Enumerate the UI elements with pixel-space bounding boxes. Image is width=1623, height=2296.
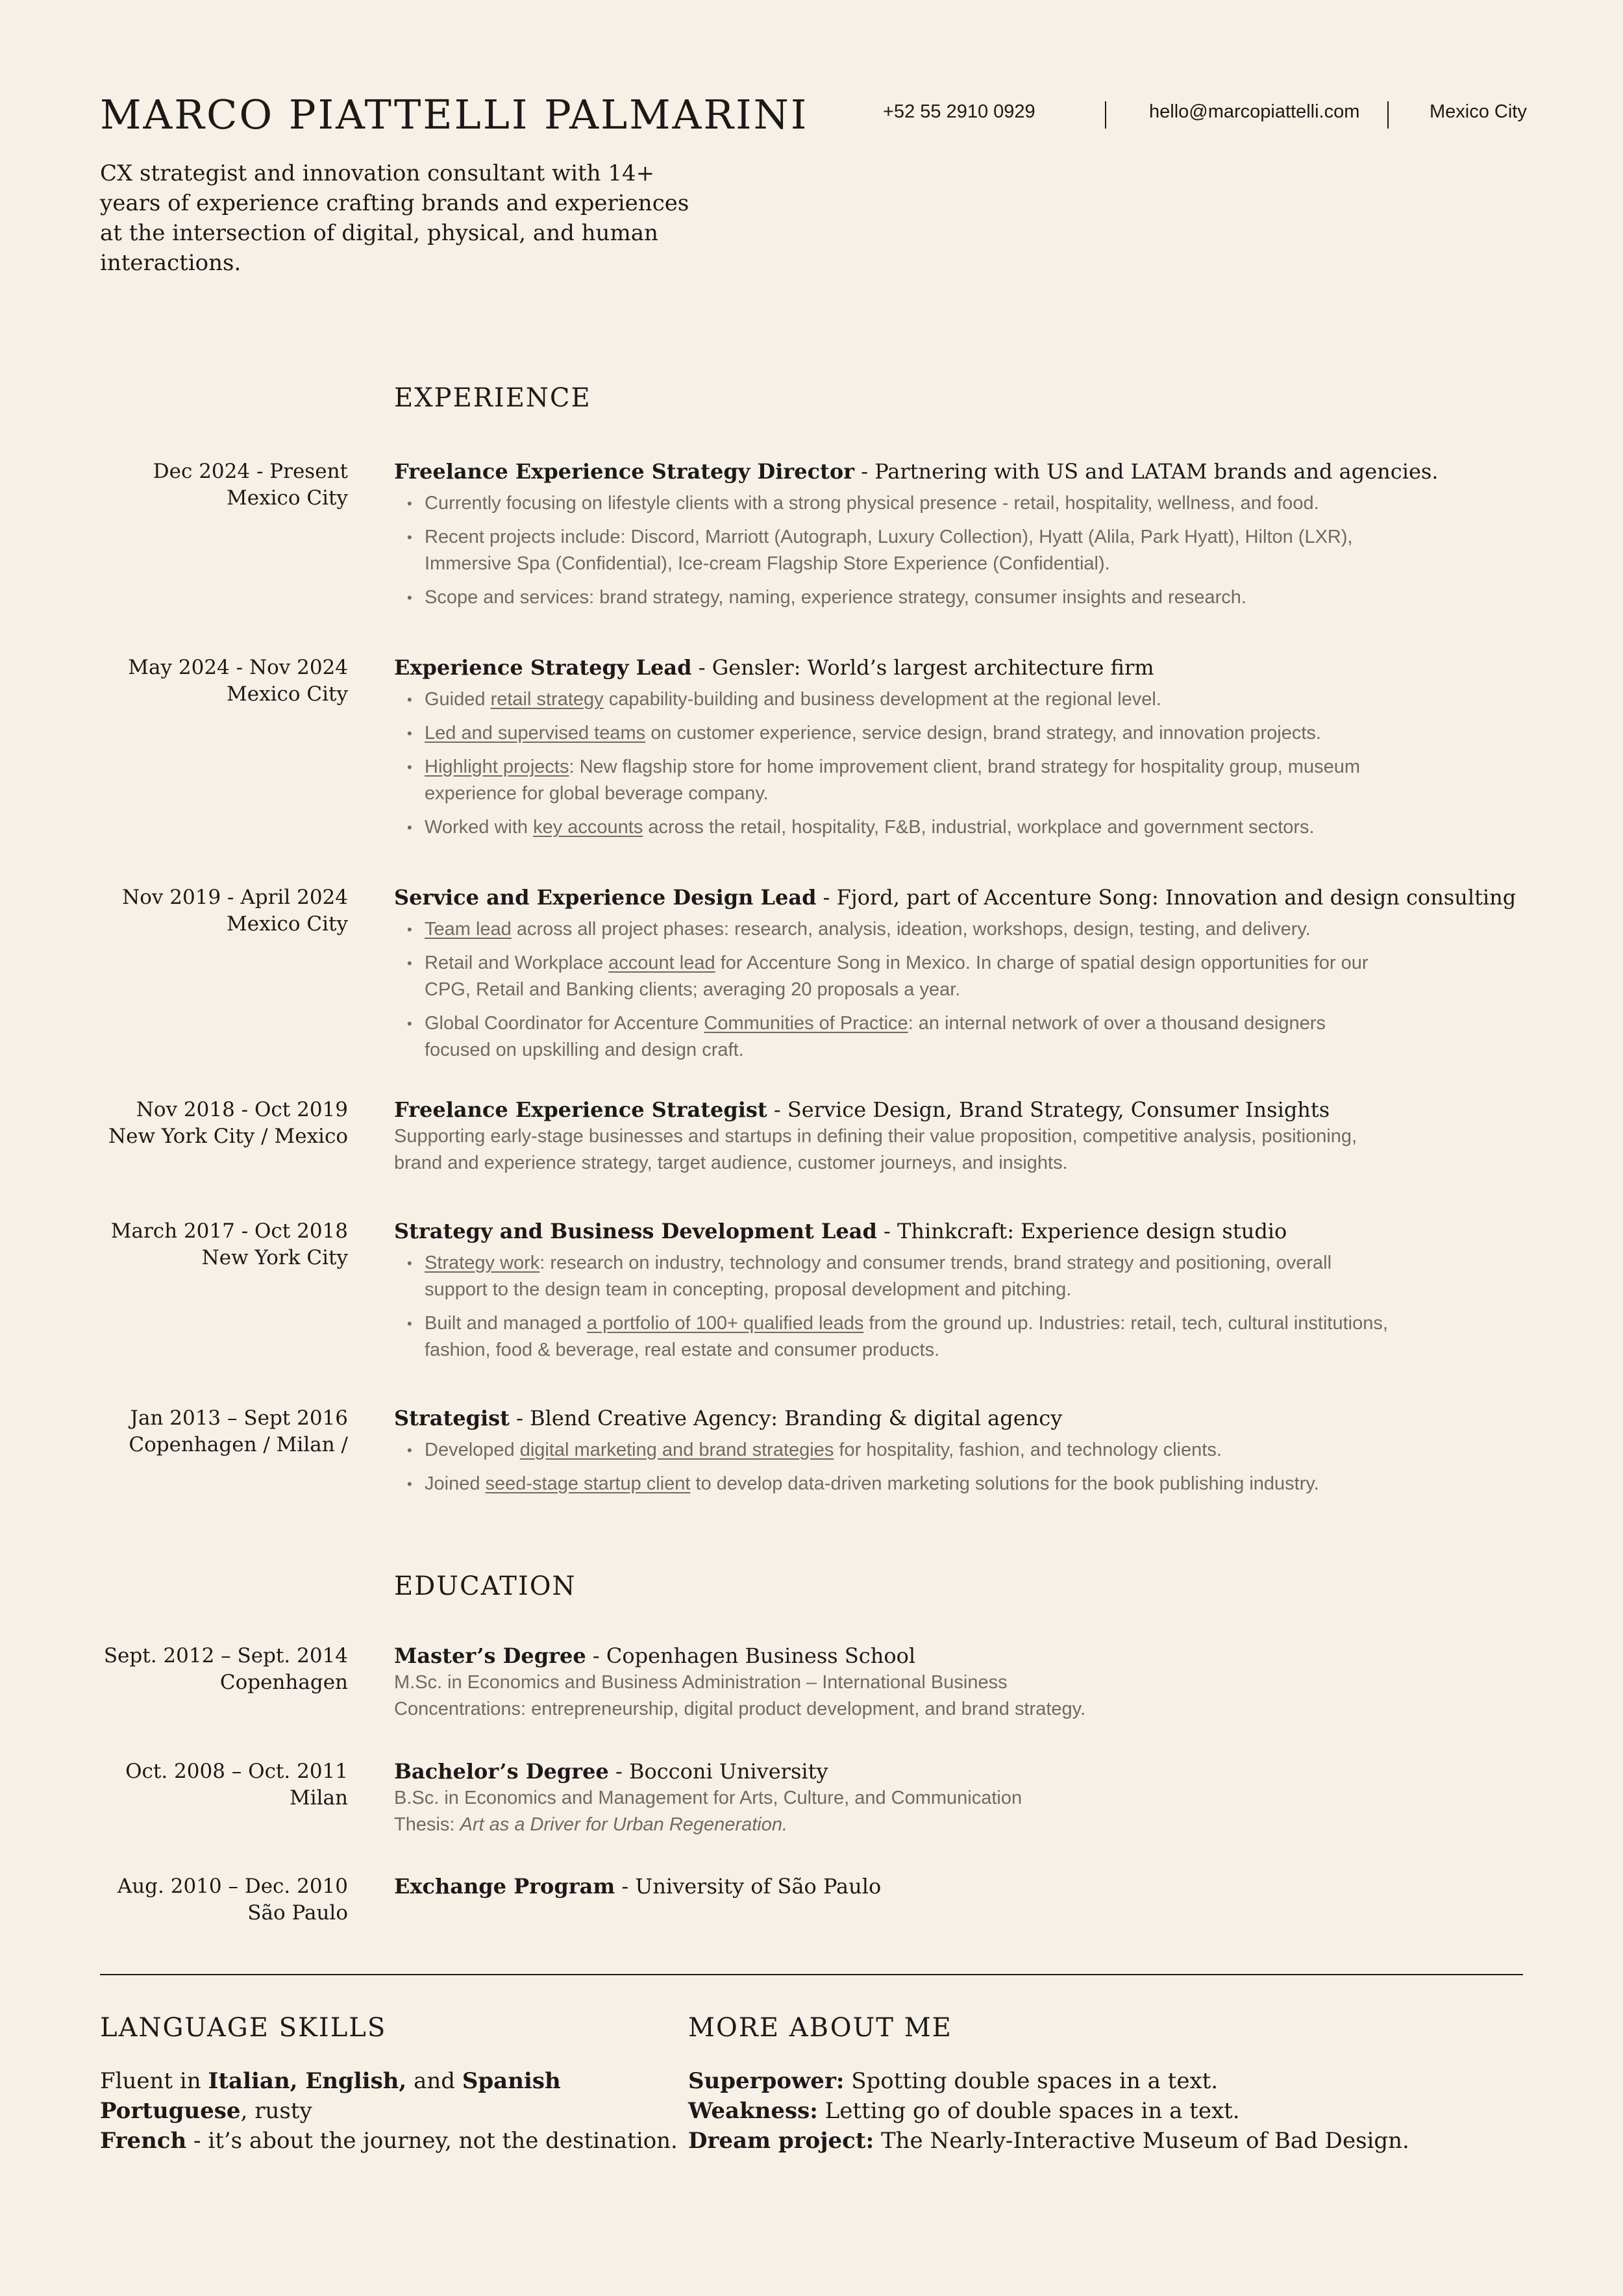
entry-title xyxy=(394,458,1439,485)
bullet-item: • Global Coordinator for Accenture Communities of Practice: an internal network of over a thousand designers focused on upskilling and design craft. xyxy=(394,1010,1394,1064)
contact-bar xyxy=(883,97,1527,130)
bullet-item: • Guided retail strategy capability-building and business development at the regional level. xyxy=(394,686,1394,713)
entry-org: - Fjord, part of Accenture Song: Innovation and design consulting xyxy=(816,885,1517,910)
about-line: Weakness: Letting go of double spaces in a text. xyxy=(688,2098,1240,2124)
more-about-me xyxy=(688,2013,1409,2156)
highlight-link: Highlight projects xyxy=(425,756,569,777)
entry-location: Mexico City xyxy=(227,682,348,706)
language-line: French - it’s about the journey, not the destination. xyxy=(100,2128,678,2154)
entry-date: March 2017 - Oct 2018 xyxy=(110,1219,348,1243)
entry-role: Freelance Experience Strategist xyxy=(394,1097,767,1122)
degree-line: Concentrations: entrepreneurship, digital product development, and brand strategy. xyxy=(394,1699,1086,1719)
school-name: - Copenhagen Business School xyxy=(586,1643,916,1668)
degree-name: Exchange Program xyxy=(394,1874,615,1899)
entry-location: Mexico City xyxy=(227,912,348,936)
entry-role: Experience Strategy Lead xyxy=(394,655,692,680)
about-line: Dream project: The Nearly-Interactive Museum of Bad Design. xyxy=(688,2128,1409,2154)
entry-location: Mexico City xyxy=(227,486,348,510)
entry-org: - Blend Creative Agency: Branding & digital agency xyxy=(509,1406,1063,1430)
entry-role: Strategist xyxy=(394,1406,510,1430)
bullet-item: • Recent projects include: Discord, Marriott (Autograph, Luxury Collection), Hyatt (Alila, Park Hyatt), Hilton (LXR), Immersive Spa (Confidential), Ice-cream Flagship Store Experience (Confidential). xyxy=(394,524,1394,577)
entry-title xyxy=(394,1097,1394,1123)
location-text: Mexico City xyxy=(1430,101,1527,122)
bullet-item: • Highlight projects: New flagship store for home improvement client, brand strategy for hospitality group, museum experience for global beverage company. xyxy=(394,754,1394,807)
school-name: - Bocconi University xyxy=(608,1759,828,1784)
entry-location: Copenhagen / Milan / xyxy=(129,1433,348,1456)
entry-title xyxy=(394,1873,1394,1900)
entry-date: Sept. 2012 – Sept. 2014 xyxy=(103,1644,348,1667)
entry-bullets xyxy=(394,1437,1394,1497)
contact-divider xyxy=(1387,101,1389,129)
entry-bullets xyxy=(394,490,1394,611)
entry-location: Milan xyxy=(289,1786,348,1810)
bullet-item: • Strategy work: research on industry, technology and consumer trends, brand strategy and positioning, overall support to the design team in concepting, proposal development and pitching. xyxy=(394,1250,1394,1303)
entry-org: - Partnering with US and LATAM brands and agencies. xyxy=(854,459,1439,484)
entry-org: - Thinkcraft: Experience design studio xyxy=(876,1219,1287,1243)
bullet-item: • Developed digital marketing and brand strategies for hospitality, fashion, and technology clients. xyxy=(394,1437,1394,1464)
highlight-link: seed-stage startup client xyxy=(485,1473,691,1494)
entry-title xyxy=(394,1405,1394,1432)
thesis-title: Art as a Driver for Urban Regeneration. xyxy=(460,1814,788,1835)
entry-location: New York City / Mexico xyxy=(108,1125,348,1148)
entry-title xyxy=(394,1218,1394,1245)
entry-date: May 2024 - Nov 2024 xyxy=(128,656,348,679)
entry-location: São Paulo xyxy=(247,1901,348,1925)
email-link[interactable]: hello@marcopiattelli.com xyxy=(1149,101,1360,122)
entry-location: New York City xyxy=(201,1246,348,1269)
highlight-link: Strategy work xyxy=(425,1253,540,1273)
bullet-item: • Built and managed a portfolio of 100+ qualified leads from the ground up. Industries: retail, tech, cultural institutions, fashion, food & beverage, real estate and consumer products. xyxy=(394,1310,1394,1364)
entry-date: Jan 2013 – Sept 2016 xyxy=(130,1406,348,1430)
bullet-item: • Scope and services: brand strategy, naming, experience strategy, consumer insights and research. xyxy=(394,584,1394,611)
bullet-item: • Worked with key accounts across the retail, hospitality, F&B, industrial, workplace and government sectors. xyxy=(394,814,1394,841)
bullet-item: • Currently focusing on lifestyle clients with a strong physical presence - retail, hospitality, wellness, and food. xyxy=(394,490,1394,517)
highlight-link: Team lead xyxy=(425,919,512,940)
highlight-link: Communities of Practice xyxy=(704,1013,908,1034)
highlight-link: account lead xyxy=(608,953,715,973)
entry-role: Strategy and Business Development Lead xyxy=(394,1219,877,1243)
entry-title xyxy=(394,1758,1394,1785)
degree-name: Master’s Degree xyxy=(394,1643,586,1668)
entry-date: Nov 2018 - Oct 2019 xyxy=(136,1098,348,1121)
highlight-link: retail strategy xyxy=(490,689,604,710)
highlight-link: a portfolio of 100+ qualified leads xyxy=(586,1313,864,1334)
entry-date: Nov 2019 - April 2024 xyxy=(122,886,348,909)
entry-date: Oct. 2008 – Oct. 2011 xyxy=(125,1760,348,1783)
thesis-line: Thesis: Art as a Driver for Urban Regeneration. xyxy=(394,1814,788,1835)
entry-bullets xyxy=(394,1250,1394,1364)
entry-description: Supporting early-stage businesses and startups in defining their value proposition, competitive analysis, positioning, brand and experience strategy, target audience, customer journeys, and insights. xyxy=(394,1126,1357,1173)
entry-meta xyxy=(97,458,348,512)
entry-title xyxy=(394,884,1517,911)
entry-title xyxy=(394,655,1394,681)
entry-date: Aug. 2010 – Dec. 2010 xyxy=(117,1875,348,1898)
entry-org: - Gensler: World’s largest architecture firm xyxy=(691,655,1154,680)
degree-name: Bachelor’s Degree xyxy=(394,1759,609,1784)
education-heading: EDUCATION xyxy=(394,1571,576,1601)
entry-location: Copenhagen xyxy=(219,1671,348,1694)
profile-summary: CX strategist and innovation consultant with 14+ years of experience crafting brands and experiences at the intersection of digital, physical, and human interactions. xyxy=(100,160,689,276)
language-skills xyxy=(100,2013,678,2156)
bullet-item: • Led and supervised teams on customer experience, service design, brand strategy, and innovation projects. xyxy=(394,720,1394,747)
entry-date: Dec 2024 - Present xyxy=(153,460,348,483)
bullet-item: • Retail and Workplace account lead for Accenture Song in Mexico. In charge of spatial design opportunities for our CPG, Retail and Banking clients; averaging 20 proposals a year. xyxy=(394,950,1394,1003)
languages-heading: LANGUAGE SKILLS xyxy=(100,2013,387,2043)
about-heading: MORE ABOUT ME xyxy=(688,2013,952,2043)
highlight-link: key accounts xyxy=(533,817,643,838)
language-line: Fluent in Italian, English, and Spanish xyxy=(100,2068,561,2094)
contact-divider xyxy=(1105,101,1106,129)
entry-bullets xyxy=(394,916,1394,1064)
bullet-item: • Joined seed-stage startup client to develop data-driven marketing solutions for the book publishing industry. xyxy=(394,1471,1394,1497)
school-name: - University of São Paulo xyxy=(615,1874,882,1899)
entry-role: Freelance Experience Strategy Director xyxy=(394,459,855,484)
highlight-link: Led and supervised teams xyxy=(425,723,646,743)
entry-bullets xyxy=(394,686,1394,841)
experience-heading: EXPERIENCE xyxy=(394,383,591,413)
language-line: Portuguese, rusty xyxy=(100,2098,312,2124)
phone-number: +52 55 2910 0929 xyxy=(883,101,1035,122)
resume-name: MARCO PIATTELLI PALMARINI xyxy=(100,91,809,138)
section-divider xyxy=(100,1974,1523,1975)
highlight-link: digital marketing and brand strategies xyxy=(519,1440,834,1460)
entry-title xyxy=(394,1643,1394,1669)
degree-line: M.Sc. in Economics and Business Administration – International Business xyxy=(394,1672,1008,1693)
degree-line: B.Sc. in Economics and Management for Arts, Culture, and Communication xyxy=(394,1788,1022,1808)
entry-org: - Service Design, Brand Strategy, Consumer Insights xyxy=(767,1097,1330,1122)
about-line: Superpower: Spotting double spaces in a text. xyxy=(688,2068,1219,2094)
bullet-item: • Team lead across all project phases: research, analysis, ideation, workshops, design, testing, and delivery. xyxy=(394,916,1394,943)
entry-role: Service and Experience Design Lead xyxy=(394,885,817,910)
